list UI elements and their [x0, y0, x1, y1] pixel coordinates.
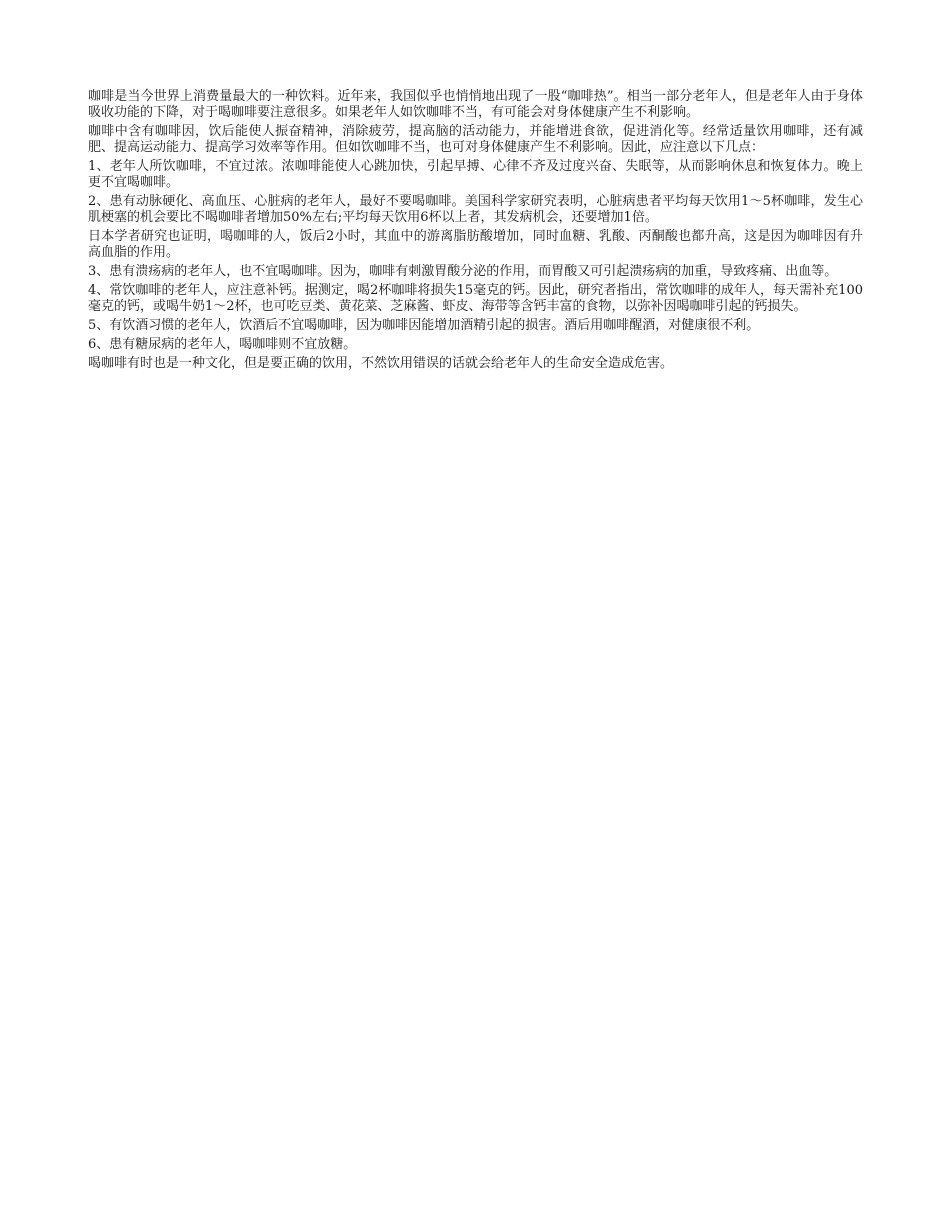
paragraph-point-6: 6、患有糖尿病的老年人，喝咖啡则不宜放糖。 — [88, 337, 357, 352]
paragraph-point-1: 1、老年人所饮咖啡，不宜过浓。浓咖啡能使人心跳加快，引起早搏、心律不齐及过度兴奋、失眠等，从而影响休息和恢复体力。晚上更不宜喝咖啡。 — [88, 159, 863, 190]
document-page — [88, 89, 863, 375]
paragraph-point-5: 5、有饮酒习惯的老年人，饮酒后不宜喝咖啡，因为咖啡因能增加酒精引起的损害。酒后用咖啡醒酒，对健康很不利。 — [88, 318, 760, 333]
paragraph-point-2: 2、患有动脉硬化、高血压、心脏病的老年人，最好不要喝咖啡。美国科学家研究表明，心脏病患者平均每天饮用1～5杯咖啡，发生心肌梗塞的机会要比不喝咖啡者增加50%左右;平均每天饮用6杯以上者，其发病机会，还要增加1倍。 — [88, 194, 863, 225]
paragraph-conclusion: 喝咖啡有时也是一种文化，但是要正确的饮用，不然饮用错误的话就会给老年人的生命安全造成危害。 — [88, 356, 674, 371]
paragraph-japan-study: 日本学者研究也证明，喝咖啡的人，饭后2小时，其血中的游离脂肪酸增加，同时血糖、乳酸、丙酮酸也都升高，这是因为咖啡因有升高血脂的作用。 — [88, 229, 863, 260]
paragraph-point-3: 3、患有溃疡病的老年人，也不宜喝咖啡。因为，咖啡有刺激胃酸分泌的作用，而胃酸又可引起溃疡病的加重，导致疼痛、出血等。 — [88, 264, 838, 279]
paragraph-intro: 咖啡是当今世界上消费量最大的一种饮料。近年来，我国似乎也悄悄地出现了一股“咖啡热”。相当一部分老年人，但是老年人由于身体吸收功能的下降，对于喝咖啡要注意很多。如果老年人如饮咖啡不当，有可能会对身体健康产生不利影响。 — [88, 89, 863, 120]
paragraph-caffeine-effects: 咖啡中含有咖啡因，饮后能使人振奋精神，消除疲劳，提高脑的活动能力，并能增进食欲，促进消化等。经常适量饮用咖啡，还有减肥、提高运动能力、提高学习效率等作用。但如饮咖啡不当，也可对身体健康产生不利影响。因此，应注意以下几点： — [88, 124, 863, 155]
paragraph-point-4: 4、常饮咖啡的老年人，应注意补钙。据测定，喝2杯咖啡将损失15毫克的钙。因此，研究者指出，常饮咖啡的成年人，每天需补充100毫克的钙，或喝牛奶1～2杯，也可吃豆类、黄花菜、芝麻酱、虾皮、海带等含钙丰富的食物，以弥补因喝咖啡引起的钙损失。 — [88, 283, 863, 314]
